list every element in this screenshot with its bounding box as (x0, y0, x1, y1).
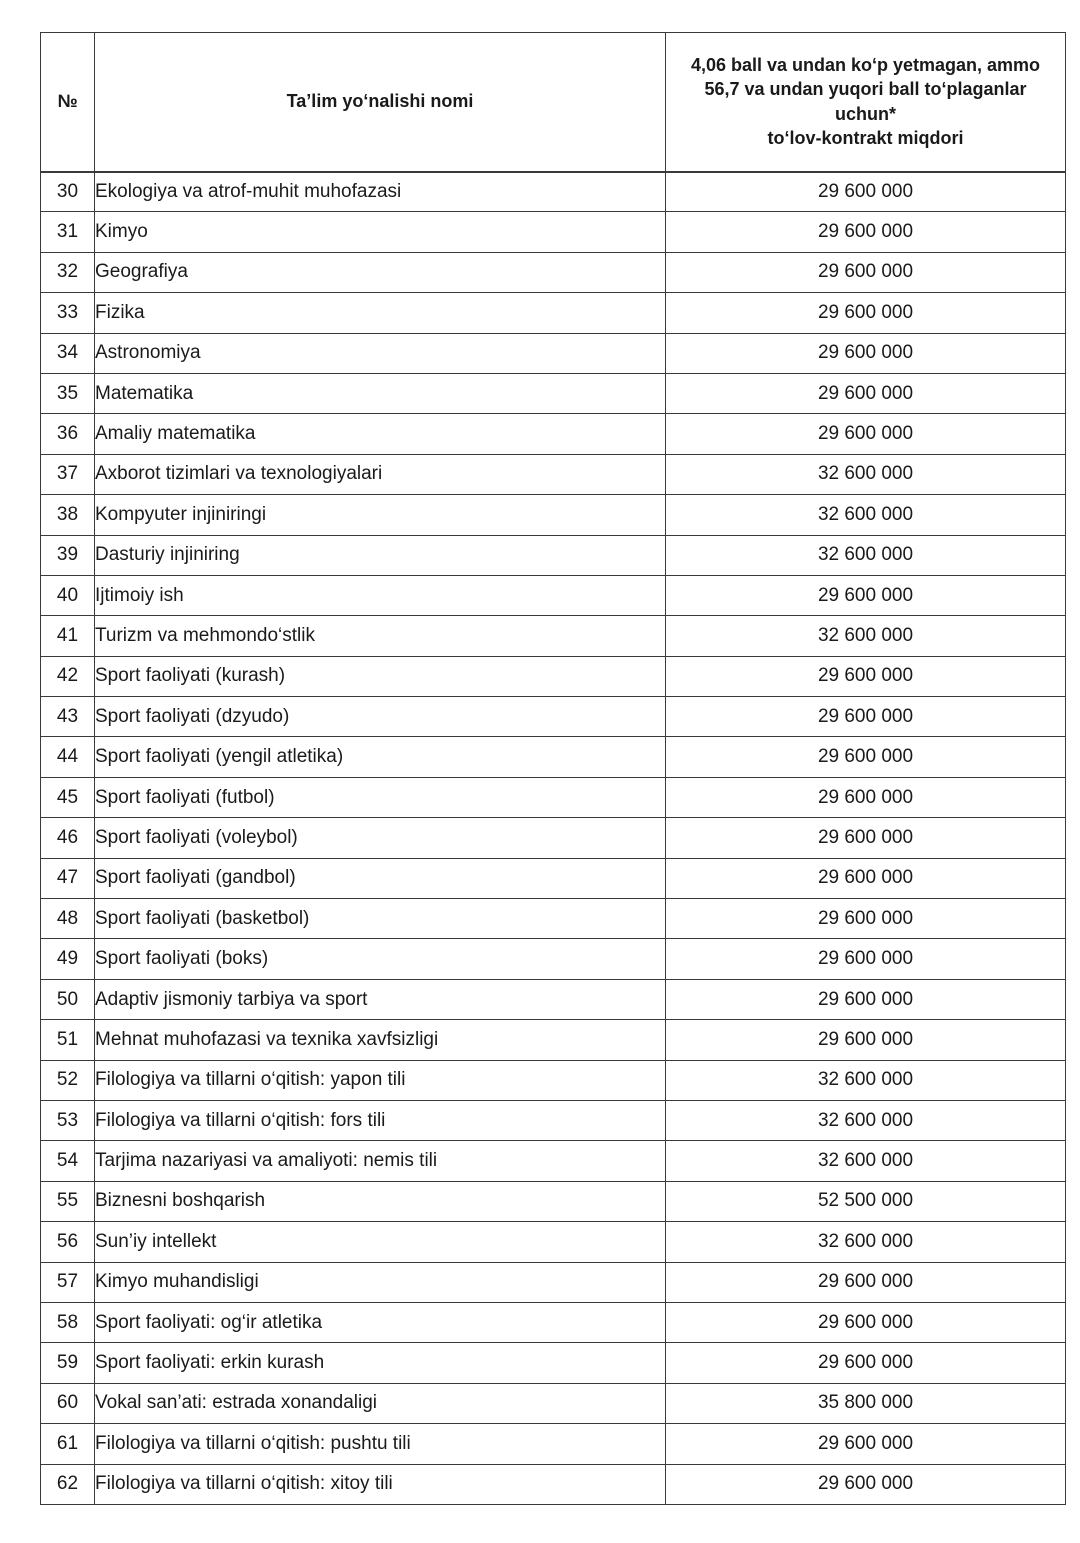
fee-amount: 29 600 000 (666, 414, 1066, 454)
program-name: Sport faoliyati (dzyudo) (95, 697, 666, 737)
table-row (41, 777, 1066, 817)
program-name: Turizm va mehmondo‘stlik (95, 616, 666, 656)
table-row (41, 252, 1066, 292)
program-name: Kompyuter injiniringi (95, 495, 666, 535)
row-number: 60 (41, 1383, 95, 1423)
header-program-name: Ta’lim yo‘nalishi nomi (95, 33, 666, 172)
fee-amount: 52 500 000 (666, 1181, 1066, 1221)
program-name: Sport faoliyati (boks) (95, 939, 666, 979)
table-row (41, 575, 1066, 615)
table-row (41, 979, 1066, 1019)
fee-amount: 29 600 000 (666, 899, 1066, 939)
header-fee-line: 4,06 ball va undan ko‘p yetmagan, ammo (690, 54, 1041, 75)
fee-amount: 29 600 000 (666, 172, 1066, 212)
table-row (41, 1100, 1066, 1140)
row-number: 53 (41, 1100, 95, 1140)
row-number: 62 (41, 1464, 95, 1504)
fee-amount: 32 600 000 (666, 1060, 1066, 1100)
row-number: 49 (41, 939, 95, 979)
table-row (41, 1424, 1066, 1464)
header-row (41, 33, 1066, 172)
program-name: Amaliy matematika (95, 414, 666, 454)
table-row (41, 616, 1066, 656)
row-number: 55 (41, 1181, 95, 1221)
row-number: 45 (41, 777, 95, 817)
row-number: 50 (41, 979, 95, 1019)
program-name: Adaptiv jismoniy tarbiya va sport (95, 979, 666, 1019)
table-row (41, 737, 1066, 777)
fee-amount: 29 600 000 (666, 979, 1066, 1019)
program-name: Sun’iy intellekt (95, 1222, 666, 1262)
program-name: Sport faoliyati (voleybol) (95, 818, 666, 858)
header-fee-line: 56,7 va undan yuqori ball to‘plaganlar (704, 79, 1027, 100)
table-row (41, 1020, 1066, 1060)
program-name: Sport faoliyati: erkin kurash (95, 1343, 666, 1383)
row-number: 32 (41, 252, 95, 292)
program-name: Astronomiya (95, 333, 666, 373)
fee-amount: 32 600 000 (666, 535, 1066, 575)
program-name: Sport faoliyati: og‘ir atletika (95, 1302, 666, 1342)
fee-amount: 32 600 000 (666, 1141, 1066, 1181)
program-name: Kimyo (95, 212, 666, 252)
program-name: Dasturiy injiniring (95, 535, 666, 575)
program-name: Matematika (95, 373, 666, 413)
fee-amount: 29 600 000 (666, 1262, 1066, 1302)
fee-amount: 29 600 000 (666, 373, 1066, 413)
fee-amount: 29 600 000 (666, 333, 1066, 373)
fee-amount: 29 600 000 (666, 697, 1066, 737)
row-number: 48 (41, 899, 95, 939)
table-row (41, 1343, 1066, 1383)
program-name: Kimyo muhandisligi (95, 1262, 666, 1302)
row-number: 35 (41, 373, 95, 413)
row-number: 54 (41, 1141, 95, 1181)
row-number: 36 (41, 414, 95, 454)
row-number: 39 (41, 535, 95, 575)
row-number: 59 (41, 1343, 95, 1383)
program-name: Sport faoliyati (basketbol) (95, 899, 666, 939)
tuition-fee-table (40, 32, 1066, 1505)
row-number: 47 (41, 858, 95, 898)
fee-amount: 35 800 000 (666, 1383, 1066, 1423)
program-name: Sport faoliyati (futbol) (95, 777, 666, 817)
fee-amount: 32 600 000 (666, 454, 1066, 494)
fee-amount: 29 600 000 (666, 737, 1066, 777)
program-name: Axborot tizimlari va texnologiyalari (95, 454, 666, 494)
row-number: 38 (41, 495, 95, 535)
table-row (41, 373, 1066, 413)
fee-amount: 29 600 000 (666, 252, 1066, 292)
table-row (41, 172, 1066, 212)
program-name: Filologiya va tillarni o‘qitish: yapon tili (95, 1060, 666, 1100)
program-name: Vokal san’ati: estrada xonandaligi (95, 1383, 666, 1423)
row-number: 42 (41, 656, 95, 696)
fee-amount: 32 600 000 (666, 495, 1066, 535)
table-row (41, 414, 1066, 454)
fee-amount: 29 600 000 (666, 1464, 1066, 1504)
table-row (41, 858, 1066, 898)
table-row (41, 656, 1066, 696)
table-header (41, 33, 1066, 172)
fee-amount: 29 600 000 (666, 1020, 1066, 1060)
fee-amount: 29 600 000 (666, 293, 1066, 333)
row-number: 30 (41, 172, 95, 212)
row-number: 58 (41, 1302, 95, 1342)
fee-amount: 29 600 000 (666, 1424, 1066, 1464)
header-fee-amount (666, 33, 1066, 172)
row-number: 44 (41, 737, 95, 777)
fee-amount: 32 600 000 (666, 1100, 1066, 1140)
header-number: № (41, 33, 95, 172)
program-name: Tarjima nazariyasi va amaliyoti: nemis tili (95, 1141, 666, 1181)
row-number: 40 (41, 575, 95, 615)
table-row (41, 1464, 1066, 1504)
fee-amount: 29 600 000 (666, 575, 1066, 615)
program-name: Geografiya (95, 252, 666, 292)
row-number: 52 (41, 1060, 95, 1100)
table-row (41, 939, 1066, 979)
fee-amount: 29 600 000 (666, 939, 1066, 979)
table-row (41, 293, 1066, 333)
fee-amount: 32 600 000 (666, 616, 1066, 656)
table-row (41, 212, 1066, 252)
row-number: 46 (41, 818, 95, 858)
table-row (41, 333, 1066, 373)
fee-amount: 29 600 000 (666, 212, 1066, 252)
program-name: Filologiya va tillarni o‘qitish: xitoy tili (95, 1464, 666, 1504)
table-row (41, 535, 1066, 575)
fee-amount: 29 600 000 (666, 1302, 1066, 1342)
table-row (41, 1141, 1066, 1181)
program-name: Ijtimoiy ish (95, 575, 666, 615)
program-name: Mehnat muhofazasi va texnika xavfsizligi (95, 1020, 666, 1060)
row-number: 57 (41, 1262, 95, 1302)
table-row (41, 495, 1066, 535)
table-body (41, 172, 1066, 1505)
table-row (41, 1262, 1066, 1302)
row-number: 31 (41, 212, 95, 252)
row-number: 33 (41, 293, 95, 333)
row-number: 41 (41, 616, 95, 656)
row-number: 34 (41, 333, 95, 373)
header-fee-line: uchun* (835, 103, 896, 124)
fee-amount: 32 600 000 (666, 1222, 1066, 1262)
table-row (41, 899, 1066, 939)
table-row (41, 1060, 1066, 1100)
program-name: Fizika (95, 293, 666, 333)
table-row (41, 454, 1066, 494)
row-number: 51 (41, 1020, 95, 1060)
program-name: Biznesni boshqarish (95, 1181, 666, 1221)
fee-amount: 29 600 000 (666, 656, 1066, 696)
program-name: Filologiya va tillarni o‘qitish: pushtu tili (95, 1424, 666, 1464)
fee-amount: 29 600 000 (666, 858, 1066, 898)
row-number: 61 (41, 1424, 95, 1464)
program-name: Ekologiya va atrof-muhit muhofazasi (95, 172, 666, 212)
program-name: Sport faoliyati (yengil atletika) (95, 737, 666, 777)
fee-amount: 29 600 000 (666, 777, 1066, 817)
table-row (41, 1302, 1066, 1342)
table-row (41, 697, 1066, 737)
table-row (41, 1383, 1066, 1423)
fee-amount: 29 600 000 (666, 1343, 1066, 1383)
table-row (41, 818, 1066, 858)
table-row (41, 1222, 1066, 1262)
table-row (41, 1181, 1066, 1221)
program-name: Sport faoliyati (kurash) (95, 656, 666, 696)
program-name: Sport faoliyati (gandbol) (95, 858, 666, 898)
row-number: 37 (41, 454, 95, 494)
fee-amount: 29 600 000 (666, 818, 1066, 858)
row-number: 43 (41, 697, 95, 737)
program-name: Filologiya va tillarni o‘qitish: fors tili (95, 1100, 666, 1140)
header-fee-line: to‘lov-kontrakt miqdori (767, 128, 964, 149)
row-number: 56 (41, 1222, 95, 1262)
